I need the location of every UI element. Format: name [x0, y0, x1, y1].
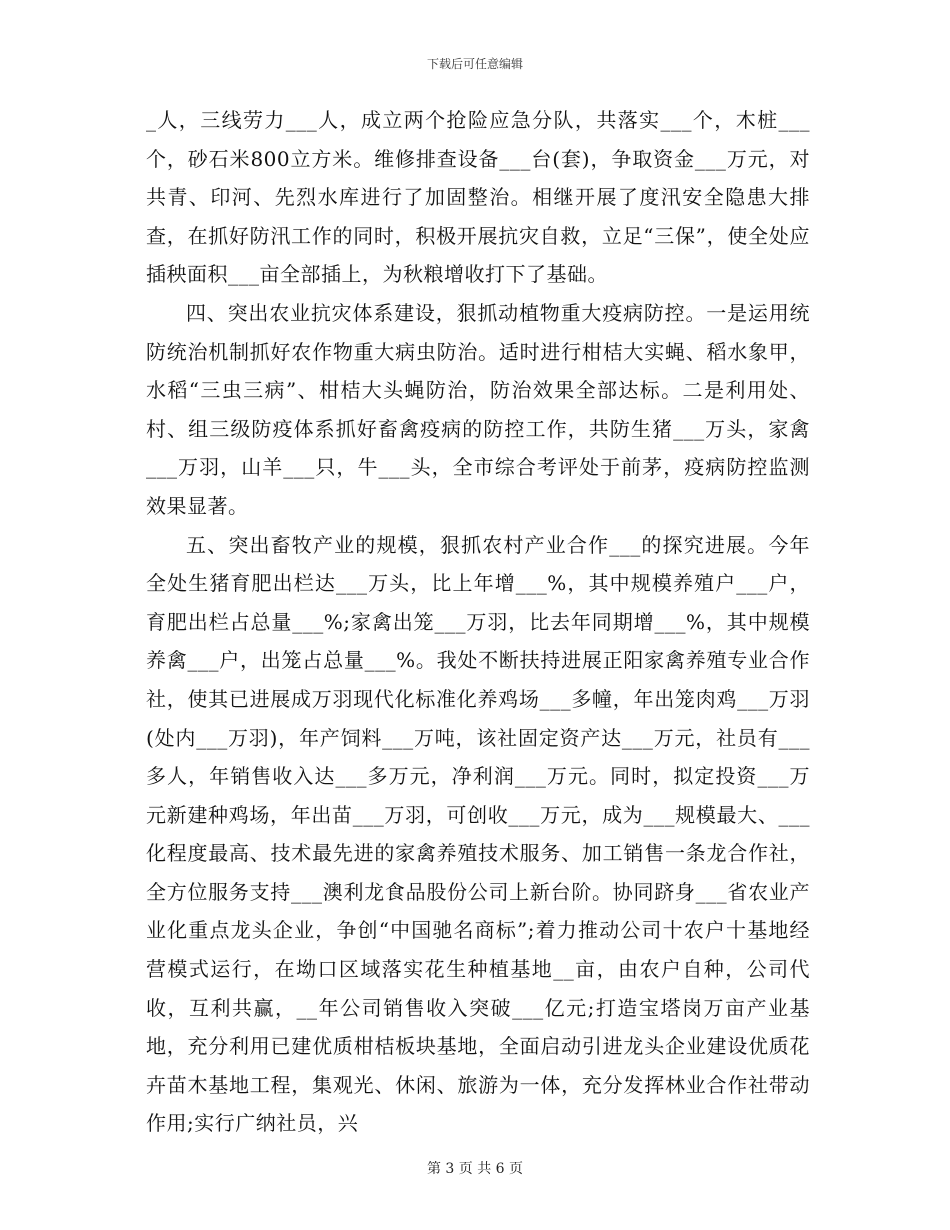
- paragraph-section-five: 五、突出畜牧产业的规模，狠抓农村产业合作___的探究进展。今年全处生猪育肥出栏达___万头，比上年增___%，其中规模养殖户___户，育肥出栏占总量___%;家禽出笼___万羽，比去年同期增___%，其中规模养禽___户，出笼占总量___%。我处不断扶持进展正阳家禽养殖专业合作社，使其已进展成万羽现代化标准化养鸡场___多幢，年出笼肉鸡___万羽(处内___万羽)，年产饲料___万吨，该社固定资产达___万元，社员有___多人，年销售收入达___多万元，净利润___万元。同时，拟定投资___万元新建种鸡场，年出苗___万羽，可创收___万元，成为___规模最大、___化程度最高、技术最先进的家禽养殖技术服务、加工销售一条龙合作社，全方位服务支持___澳利龙食品股份公司上新台阶。协同跻身___省农业产业化重点龙头企业，争创“中国驰名商标”;着力推动公司十农户十基地经营模式运行，在坳口区域落实花生种植基地__亩，由农户自种，公司代收，互利共赢，__年公司销售收入突破___亿元;打造宝塔岗万亩产业基地，充分利用已建优质柑桔板块基地，全面启动引进龙头企业建设优质花卉苗木基地工程，集观光、休闲、旅游为一体，充分发挥林业合作社带动作用;实行广纳社员，兴: [146, 532, 810, 1136]
- page-number: 第 3 页 共 6 页: [426, 1161, 524, 1177]
- paragraph-continued: _人，三线劳力___人，成立两个抢险应急分队，共落实___个，木桩___个，砂石米800立方米。维修排查设备___台(套)，争取资金___万元，对共青、印河、先烈水库进行了加固整治。相继开展了度汛安全隐患大排查，在抓好防汛工作的同时，积极开展抗灾自救，立足“三保”，使全处应插秧面积___亩全部插上，为秋粮增收打下了基础。: [146, 108, 810, 287]
- paragraph-section-four: 四、突出农业抗灾体系建设，狠抓动植物重大疫病防控。一是运用统防统治机制抓好农作物重大病虫防治。适时进行柑桔大实蝇、稻水象甲，水稻“三虫三病”、柑桔大头蝇防治，防治效果全部达标。二是利用处、村、组三级防疫体系抓好畜禽疫病的防控工作，共防生猪___万头，家禽___万羽，山羊___只，牛___头，全市综合考评处于前茅，疫病防控监测效果显著。: [146, 300, 810, 518]
- document-body: [146, 101, 810, 1143]
- header-note: 下载后可任意编辑: [426, 57, 523, 71]
